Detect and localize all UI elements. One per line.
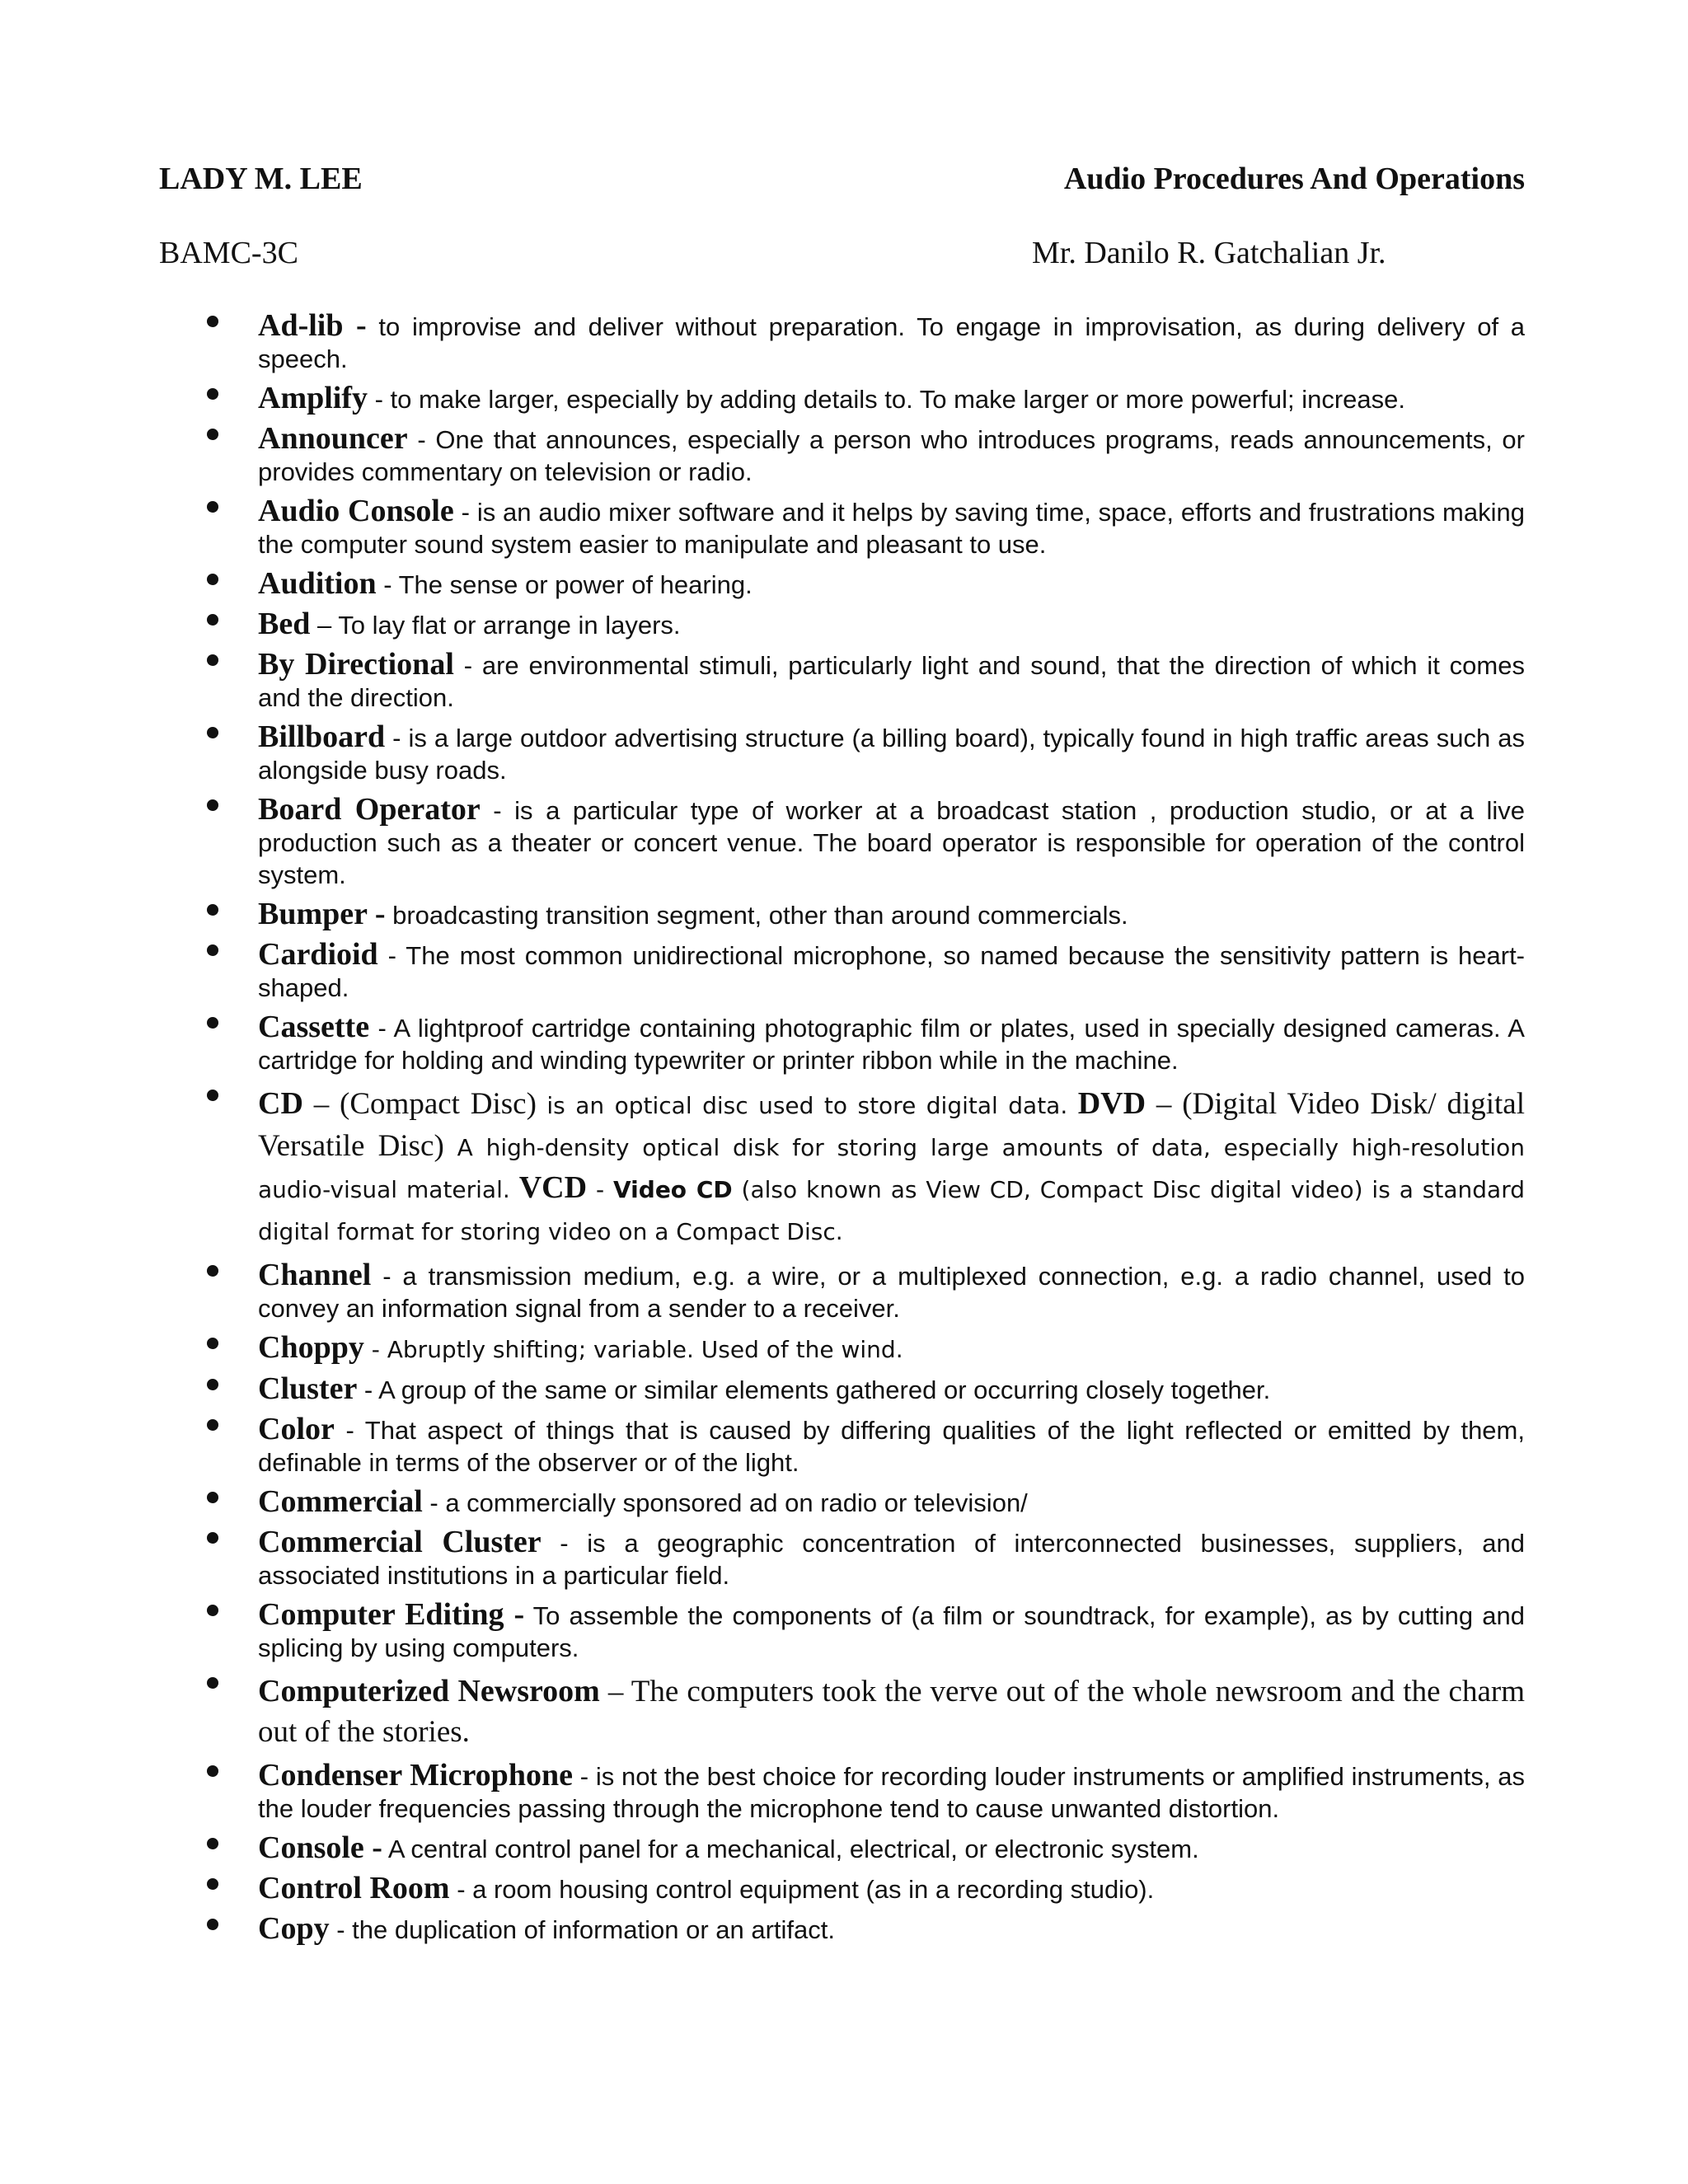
glossary-definition: - The most common unidirectional microphone, so named because the sensitivity pattern is heart-shaped. bbox=[258, 941, 1525, 1002]
glossary-definition: - is an audio mixer software and it helps by saving time, space, efforts and frustrations making the computer sound system easier to manipulate and pleasant to use. bbox=[258, 498, 1525, 559]
glossary-expansion: (Digital Video Disk/ digital Versatile Disc) bbox=[258, 1087, 1526, 1163]
list-item bbox=[0, 1011, 1688, 1076]
bullet-icon bbox=[207, 1677, 218, 1689]
glossary-term: Channel bbox=[258, 1258, 372, 1292]
glossary-expansion: Video CD bbox=[613, 1176, 733, 1203]
list-item bbox=[0, 649, 1688, 714]
glossary-term: VCD bbox=[518, 1170, 588, 1205]
glossary-definition: - are environmental stimuli, particularly light and sound, that the direction of which it comes and the direction. bbox=[258, 651, 1525, 712]
glossary-term: Commercial bbox=[258, 1484, 423, 1519]
glossary-term: By Directional bbox=[258, 647, 454, 682]
list-item bbox=[0, 898, 1688, 931]
glossary-term: Cluster bbox=[258, 1371, 358, 1406]
bullet-icon bbox=[207, 1492, 218, 1503]
list-item bbox=[0, 1872, 1688, 1905]
glossary-definition: - Abruptly shifting; variable. Used of the wind. bbox=[363, 1336, 903, 1363]
glossary-term: Console - bbox=[258, 1830, 382, 1865]
glossary-term: Ad-lib - bbox=[258, 308, 367, 343]
glossary-term: Control Room bbox=[258, 1871, 450, 1905]
glossary-term: Audition bbox=[258, 566, 377, 601]
bullet-icon bbox=[207, 1265, 218, 1277]
student-name: LADY M. LEE bbox=[159, 162, 363, 196]
glossary-term: Color bbox=[258, 1412, 335, 1446]
list-item bbox=[0, 608, 1688, 641]
glossary-term: Cardioid bbox=[258, 937, 378, 972]
glossary-definition: - the duplication of information or an artifact. bbox=[329, 1915, 836, 1944]
course-section: BAMC-3C bbox=[159, 236, 298, 270]
bullet-icon bbox=[207, 574, 218, 585]
list-item bbox=[0, 1373, 1688, 1406]
bullet-icon bbox=[207, 501, 218, 513]
glossary-definition: - to make larger, especially by adding details to. To make larger or more powerful; increase. bbox=[368, 385, 1405, 414]
glossary-term: Commercial Cluster bbox=[258, 1525, 542, 1559]
list-item bbox=[0, 939, 1688, 1004]
bullet-icon bbox=[207, 1090, 218, 1101]
bullet-icon bbox=[207, 614, 218, 626]
list-item bbox=[0, 310, 1688, 375]
glossary-term: Condenser Microphone bbox=[258, 1758, 573, 1793]
list-item bbox=[0, 1599, 1688, 1664]
glossary-definition: - is a large outdoor advertising structure (a billing board), typically found in high traffic areas such as alongside busy roads. bbox=[258, 724, 1525, 785]
bullet-icon bbox=[207, 727, 218, 738]
glossary-definition: To assemble the components of (a film or soundtrack, for example), as by cutting and splicing by using computers. bbox=[258, 1601, 1525, 1662]
list-item bbox=[0, 1671, 1688, 1752]
bullet-icon bbox=[207, 429, 218, 440]
glossary-definition: is an optical disc used to store digital data. bbox=[536, 1092, 1078, 1119]
bullet-icon bbox=[207, 1017, 218, 1029]
glossary-definition: - One that announces, especially a person who introduces programs, reads announcements, or provides commentary on television or radio. bbox=[258, 425, 1525, 486]
list-item bbox=[0, 721, 1688, 786]
list-item bbox=[0, 1486, 1688, 1519]
list-item bbox=[0, 1332, 1688, 1366]
glossary-definition: (also known as View CD, Compact Disc digital video) is a standard digital format for storing video on a Compact Disc. bbox=[258, 1176, 1526, 1245]
teacher-name: Mr. Danilo R. Gatchalian Jr. bbox=[1032, 236, 1386, 270]
glossary-definition: - a commercially sponsored ad on radio or television/ bbox=[422, 1488, 1028, 1517]
glossary-definition: - is a particular type of worker at a broadcast station , production studio, or at a live production such as a theater or concert venue. The board operator is responsible for operation of the control system. bbox=[258, 796, 1525, 889]
list-item bbox=[0, 1760, 1688, 1825]
list-item bbox=[0, 794, 1688, 891]
glossary-definition: - is a geographic concentration of interconnected businesses, suppliers, and associated institutions in a particular field. bbox=[258, 1529, 1525, 1590]
subject-title: Audio Procedures And Operations bbox=[1063, 162, 1525, 196]
bullet-icon bbox=[207, 654, 218, 666]
bullet-icon bbox=[207, 316, 218, 327]
glossary-term: Computer Editing - bbox=[258, 1597, 525, 1632]
glossary-dash: – bbox=[1146, 1087, 1183, 1121]
glossary-definition: to improvise and deliver without preparation. To engage in improvisation, as during delivery of a speech. bbox=[258, 312, 1526, 373]
glossary-definition: - a room housing control equipment (as in a recording studio). bbox=[449, 1875, 1155, 1904]
glossary-definition: - a transmission medium, e.g. a wire, or a multiplexed connection, e.g. a radio channel, used to convey an information signal from a sender to a receiver. bbox=[258, 1262, 1525, 1323]
glossary-term: Computerized Newsroom bbox=[258, 1674, 600, 1708]
glossary-term: Amplify bbox=[258, 381, 368, 415]
bullet-icon bbox=[207, 388, 218, 400]
bullet-icon bbox=[207, 799, 218, 811]
glossary-definition: broadcasting transition segment, other than around commercials. bbox=[385, 901, 1128, 930]
bullet-icon bbox=[207, 1338, 218, 1349]
glossary-definition: - A group of the same or similar elements gathered or occurring closely together. bbox=[357, 1376, 1271, 1404]
bullet-icon bbox=[207, 1419, 218, 1431]
glossary-term: Announcer bbox=[258, 421, 408, 456]
glossary-term: Board Operator bbox=[258, 792, 481, 827]
glossary-definition: – The computers took the verve out of the whole newsroom and the charm out of the stories. bbox=[258, 1675, 1525, 1749]
glossary-term: CD bbox=[258, 1086, 303, 1121]
glossary-definition: - That aspect of things that is caused by differing qualities of the light reflected or emitted by them, definable in terms of the observer or of the light. bbox=[258, 1416, 1525, 1477]
glossary-term: Choppy bbox=[258, 1330, 364, 1365]
list-item bbox=[0, 382, 1688, 415]
glossary-dash: – bbox=[302, 1087, 340, 1121]
glossary-list bbox=[0, 310, 1688, 1953]
glossary-term: Cassette bbox=[258, 1010, 370, 1044]
glossary-term: Audio Console bbox=[258, 494, 454, 528]
bullet-icon bbox=[207, 1605, 218, 1616]
glossary-definition: - is not the best choice for recording louder instruments or amplified instruments, as the louder frequencies passing through the microphone tend to cause unwanted distortion. bbox=[258, 1762, 1525, 1823]
bullet-icon bbox=[207, 1765, 218, 1777]
glossary-term: DVD bbox=[1077, 1086, 1146, 1121]
glossary-definition: - A lightproof cartridge containing photographic film or plates, used in specially designed cameras. A cartridge for holding and winding typewriter or printer ribbon while in the machine. bbox=[258, 1014, 1525, 1075]
bullet-icon bbox=[207, 1878, 218, 1890]
list-item bbox=[0, 423, 1688, 488]
list-item bbox=[0, 1526, 1688, 1591]
list-item bbox=[0, 1413, 1688, 1479]
bullet-icon bbox=[207, 904, 218, 916]
glossary-definition: – To lay flat or arrange in layers. bbox=[310, 611, 681, 640]
bullet-icon bbox=[207, 1532, 218, 1544]
bullet-icon bbox=[207, 1919, 218, 1930]
list-item bbox=[0, 1259, 1688, 1324]
list-item bbox=[0, 495, 1688, 560]
glossary-term: Bed bbox=[258, 607, 311, 641]
glossary-dash: - bbox=[587, 1176, 613, 1203]
list-item bbox=[0, 1832, 1688, 1865]
glossary-expansion: (Compact Disc) bbox=[340, 1087, 537, 1121]
glossary-term: Bumper - bbox=[258, 897, 386, 931]
bullet-icon bbox=[207, 944, 218, 956]
list-item-cd-dvd-vcd bbox=[0, 1084, 1688, 1252]
list-item bbox=[0, 568, 1688, 601]
glossary-term: Copy bbox=[258, 1911, 330, 1946]
bullet-icon bbox=[207, 1838, 218, 1849]
glossary-term: Billboard bbox=[258, 719, 386, 754]
glossary-definition: - The sense or power of hearing. bbox=[376, 570, 753, 599]
bullet-icon bbox=[207, 1379, 218, 1390]
list-item bbox=[0, 1913, 1688, 1946]
glossary-definition: A high-density optical disk for storing large amounts of data, especially high-resolution audio-visual material. bbox=[258, 1134, 1526, 1203]
glossary-definition: A central control panel for a mechanical, electrical, or electronic system. bbox=[382, 1835, 1199, 1863]
